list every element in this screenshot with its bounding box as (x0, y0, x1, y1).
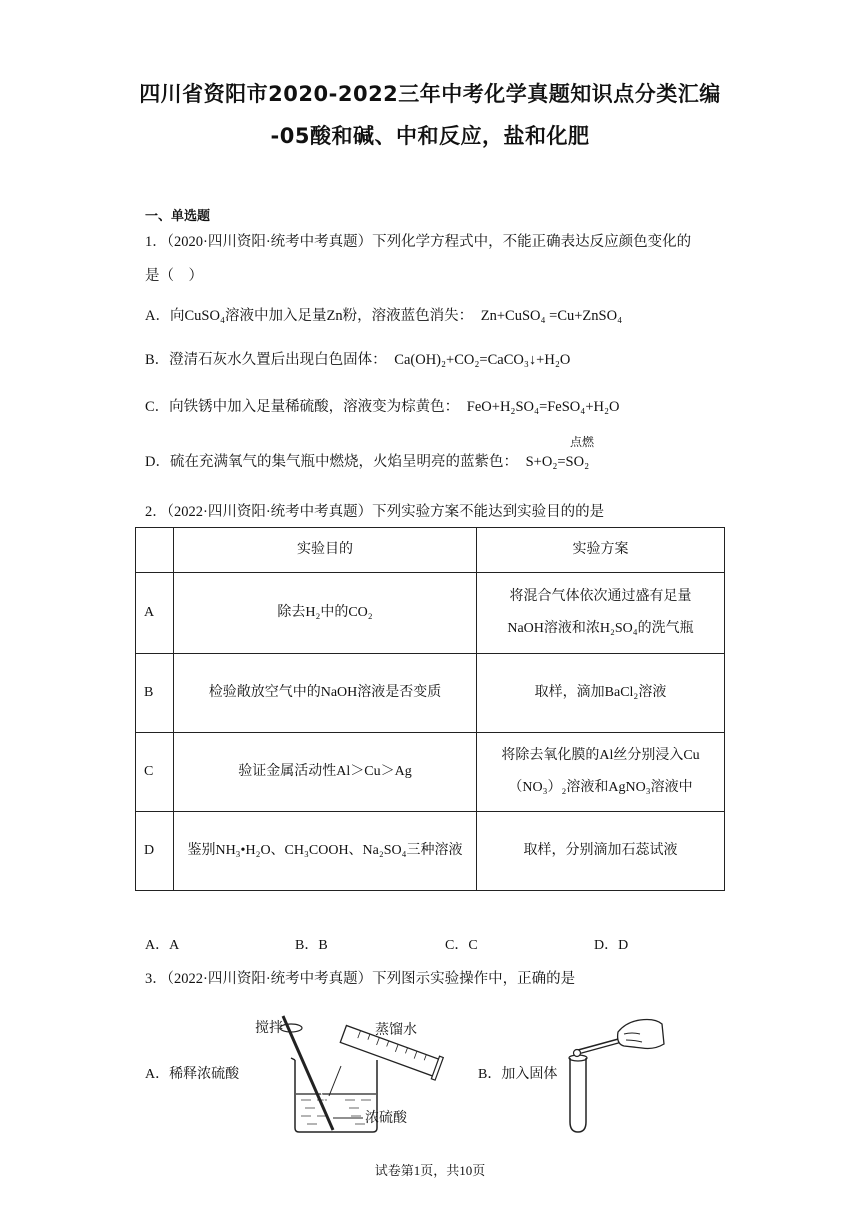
q2-answer-b: B．B (295, 938, 328, 953)
test-tube (570, 1058, 586, 1132)
document-title-line2: -05酸和碱、中和反应，盐和化肥 (270, 124, 590, 148)
liquid-hatching (301, 1100, 371, 1124)
table-header-cell: 实验方案 (477, 528, 725, 573)
row-key: A (136, 573, 174, 654)
option-label: A． (145, 308, 170, 324)
row-key: C (136, 733, 174, 812)
option-text: 向铁锈中加入足量稀硫酸，溶液变为棕黄色： (169, 399, 460, 415)
option-text: 硫在充满氧气的集气瓶中燃烧，火焰呈明亮的蓝紫色： (169, 454, 518, 470)
row-plan: 将除去氧化膜的Al丝分别浸入Cu（NO₃）₂溶液和AgNO₃溶液中 (477, 733, 725, 812)
option-label: C． (145, 399, 170, 415)
option-text: 向CuSO₄溶液中加入足量Zn粉，溶液蓝色消失： (169, 308, 474, 324)
document-title-line1: 四川省资阳市2020-2022三年中考化学真题知识点分类汇编 (139, 82, 721, 106)
row-key: B (136, 654, 174, 733)
q3-stem: 3．（2022·四川资阳·统考中考真题）下列图示实验操作中，正确的是 (145, 971, 576, 987)
table-header-cell (136, 528, 174, 573)
q3-option-b: B．加入固体 (478, 1067, 558, 1082)
table-row (136, 733, 725, 812)
distilled-water-label: 蒸馏水 (375, 1022, 417, 1038)
q2-answer-c: C．C (445, 938, 478, 953)
option-text: 澄清石灰水久置后出现白色固体： (169, 352, 387, 368)
q3-option-a: A．稀释浓硫酸 (145, 1067, 240, 1082)
page-footer: 试卷第1页，共10页 (374, 1163, 486, 1178)
q1-option-a (145, 304, 622, 325)
q1-stem-line1: 1．（2020·四川资阳·统考中考真题）下列化学方程式中，不能正确表达反应颜色变化的 (145, 234, 692, 250)
row-purpose: 验证金属活动性Al＞Cu＞Ag (174, 733, 477, 812)
q1-option-c (145, 395, 620, 416)
q1-option-b (145, 348, 570, 369)
equation: FeO+H₂SO₄=FeSO₄+H₂O (466, 399, 620, 415)
experiment-table (135, 527, 725, 891)
dilution-figure (255, 1012, 445, 1134)
stirring-rod (283, 1016, 333, 1130)
table-row (136, 812, 725, 891)
row-purpose: 除去H₂中的CO₂ (174, 573, 477, 654)
row-purpose: 检验敞放空气中的NaOH溶液是否变质 (174, 654, 477, 733)
row-plan: 将混合气体依次通过盛有足量NaOH溶液和浓H₂SO₄的洗气瓶 (477, 573, 725, 654)
row-key: D (136, 812, 174, 891)
section-heading: 一、单选题 (145, 209, 211, 224)
row-plan: 取样，滴加BaCl₂溶液 (477, 654, 725, 733)
table-header-row (136, 528, 725, 573)
equation: S+O₂=SO₂ (525, 454, 590, 470)
q2-stem: 2．（2022·四川资阳·统考中考真题）下列实验方案不能达到实验目的的是 (145, 504, 605, 520)
table-header-cell: 实验目的 (174, 528, 477, 573)
q1-stem-line2: 是（ ） (145, 268, 203, 284)
row-purpose: 鉴别NH₃•H₂O、CH₃COOH、Na₂SO₄三种溶液 (174, 812, 477, 891)
add-solid-figure (560, 1010, 670, 1138)
table-row (136, 654, 725, 733)
equation: Ca(OH)₂+CO₂=CaCO₃↓+H₂O (394, 352, 571, 368)
concentrated-acid-label: 浓硫酸 (365, 1110, 407, 1126)
stir-label: 搅拌 (255, 1020, 283, 1036)
equation: Zn+CuSO₄ =Cu+ZnSO₄ (480, 308, 623, 324)
row-plan: 取样，分别滴加石蕊试液 (477, 812, 725, 891)
reaction-condition: 点燃 (570, 435, 595, 449)
q2-answer-d: D．D (594, 938, 629, 953)
q1-option-d (145, 450, 589, 471)
q2-answer-a: A．A (145, 938, 180, 953)
option-label: B． (145, 352, 170, 368)
option-label: D． (145, 454, 170, 470)
table-row (136, 573, 725, 654)
